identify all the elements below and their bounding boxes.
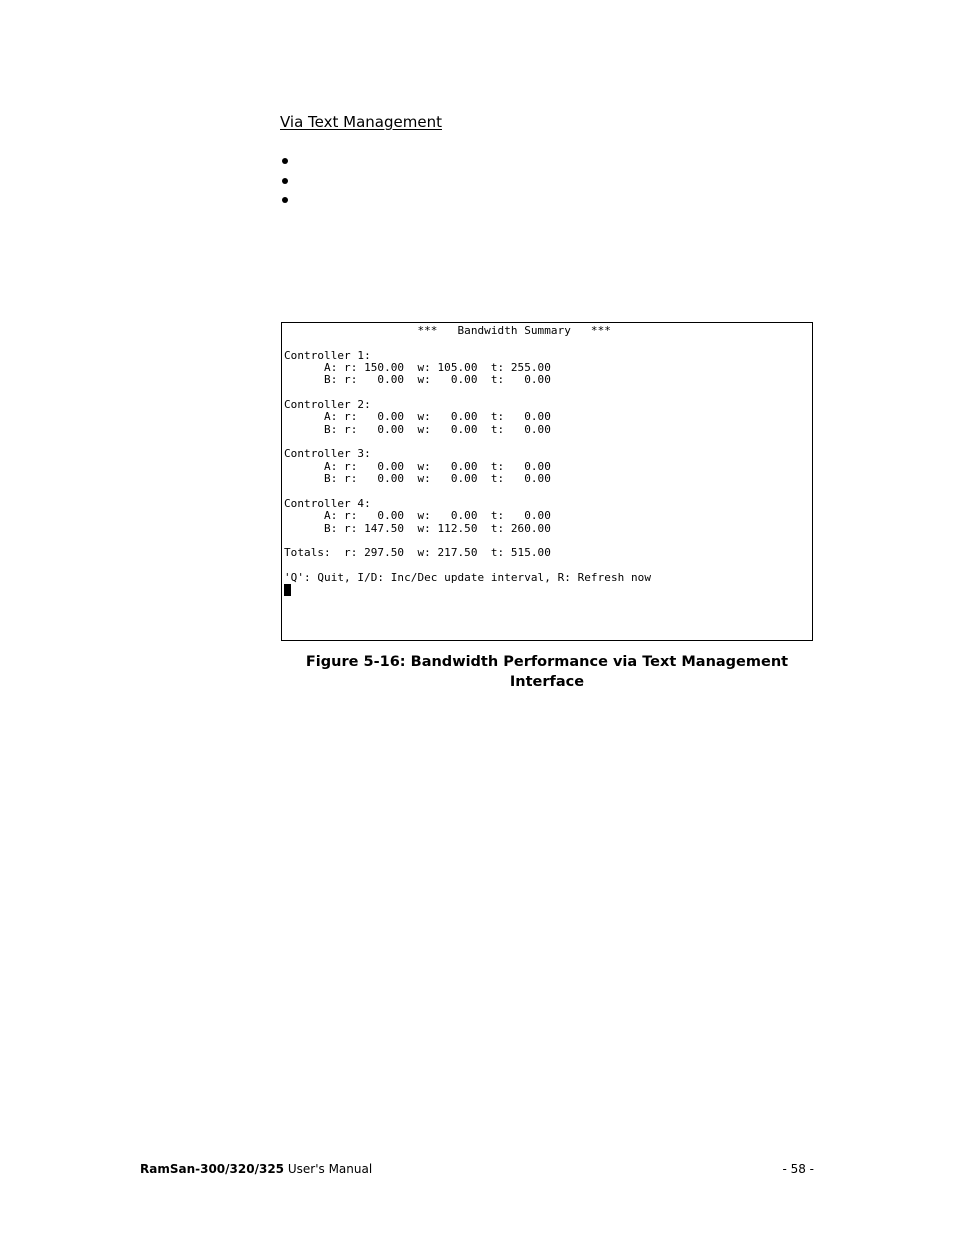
- figure-caption: Figure 5-16: Bandwidth Performance via Text Management Interface: [305, 654, 789, 690]
- terminal-line: A: r: 0.00 w: 0.00 t: 0.00: [284, 410, 551, 424]
- terminal-screenshot: [281, 322, 813, 641]
- terminal-line: A: r: 150.00 w: 105.00 t: 255.00: [284, 361, 551, 375]
- section-heading: Via Text Management: [280, 113, 442, 131]
- terminal-line: [284, 485, 651, 497]
- footer-manual-title: [140, 1162, 372, 1176]
- list-item: [280, 191, 288, 211]
- terminal-line: Controller 1:: [284, 348, 371, 362]
- bullet-icon: [282, 158, 288, 164]
- terminal-line: B: r: 0.00 w: 0.00 t: 0.00: [284, 472, 551, 486]
- cursor-icon: [284, 584, 291, 596]
- page-number: - 58 -: [782, 1162, 814, 1176]
- terminal-line: [284, 337, 651, 349]
- bullet-list: [280, 152, 288, 211]
- footer-manual: User's Manual: [284, 1162, 373, 1176]
- terminal-line: A: r: 0.00 w: 0.00 t: 0.00: [284, 459, 551, 473]
- footer-product: RamSan-300/320/325: [140, 1162, 285, 1176]
- terminal-line: A: r: 0.00 w: 0.00 t: 0.00: [284, 509, 551, 523]
- bullet-icon: [282, 197, 288, 203]
- terminal-prompt-line: [284, 584, 651, 596]
- terminal-line: B: r: 147.50 w: 112.50 t: 260.00: [284, 521, 551, 535]
- terminal-line: Controller 2:: [284, 398, 371, 412]
- terminal-line: Controller 4:: [284, 496, 371, 510]
- terminal-line: Controller 3:: [284, 447, 371, 461]
- terminal-line: B: r: 0.00 w: 0.00 t: 0.00: [284, 422, 551, 436]
- bullet-icon: [282, 178, 288, 184]
- terminal-line: *** Bandwidth Summary ***: [284, 324, 611, 337]
- terminal-output: [284, 325, 651, 597]
- terminal-line: 'Q': Quit, I/D: Inc/Dec update interval, R: Refresh now: [284, 570, 651, 584]
- list-item: [280, 172, 288, 192]
- list-item: [280, 152, 288, 172]
- terminal-line: B: r: 0.00 w: 0.00 t: 0.00: [284, 373, 551, 387]
- terminal-line: Totals: r: 297.50 w: 217.50 t: 515.00: [284, 546, 551, 560]
